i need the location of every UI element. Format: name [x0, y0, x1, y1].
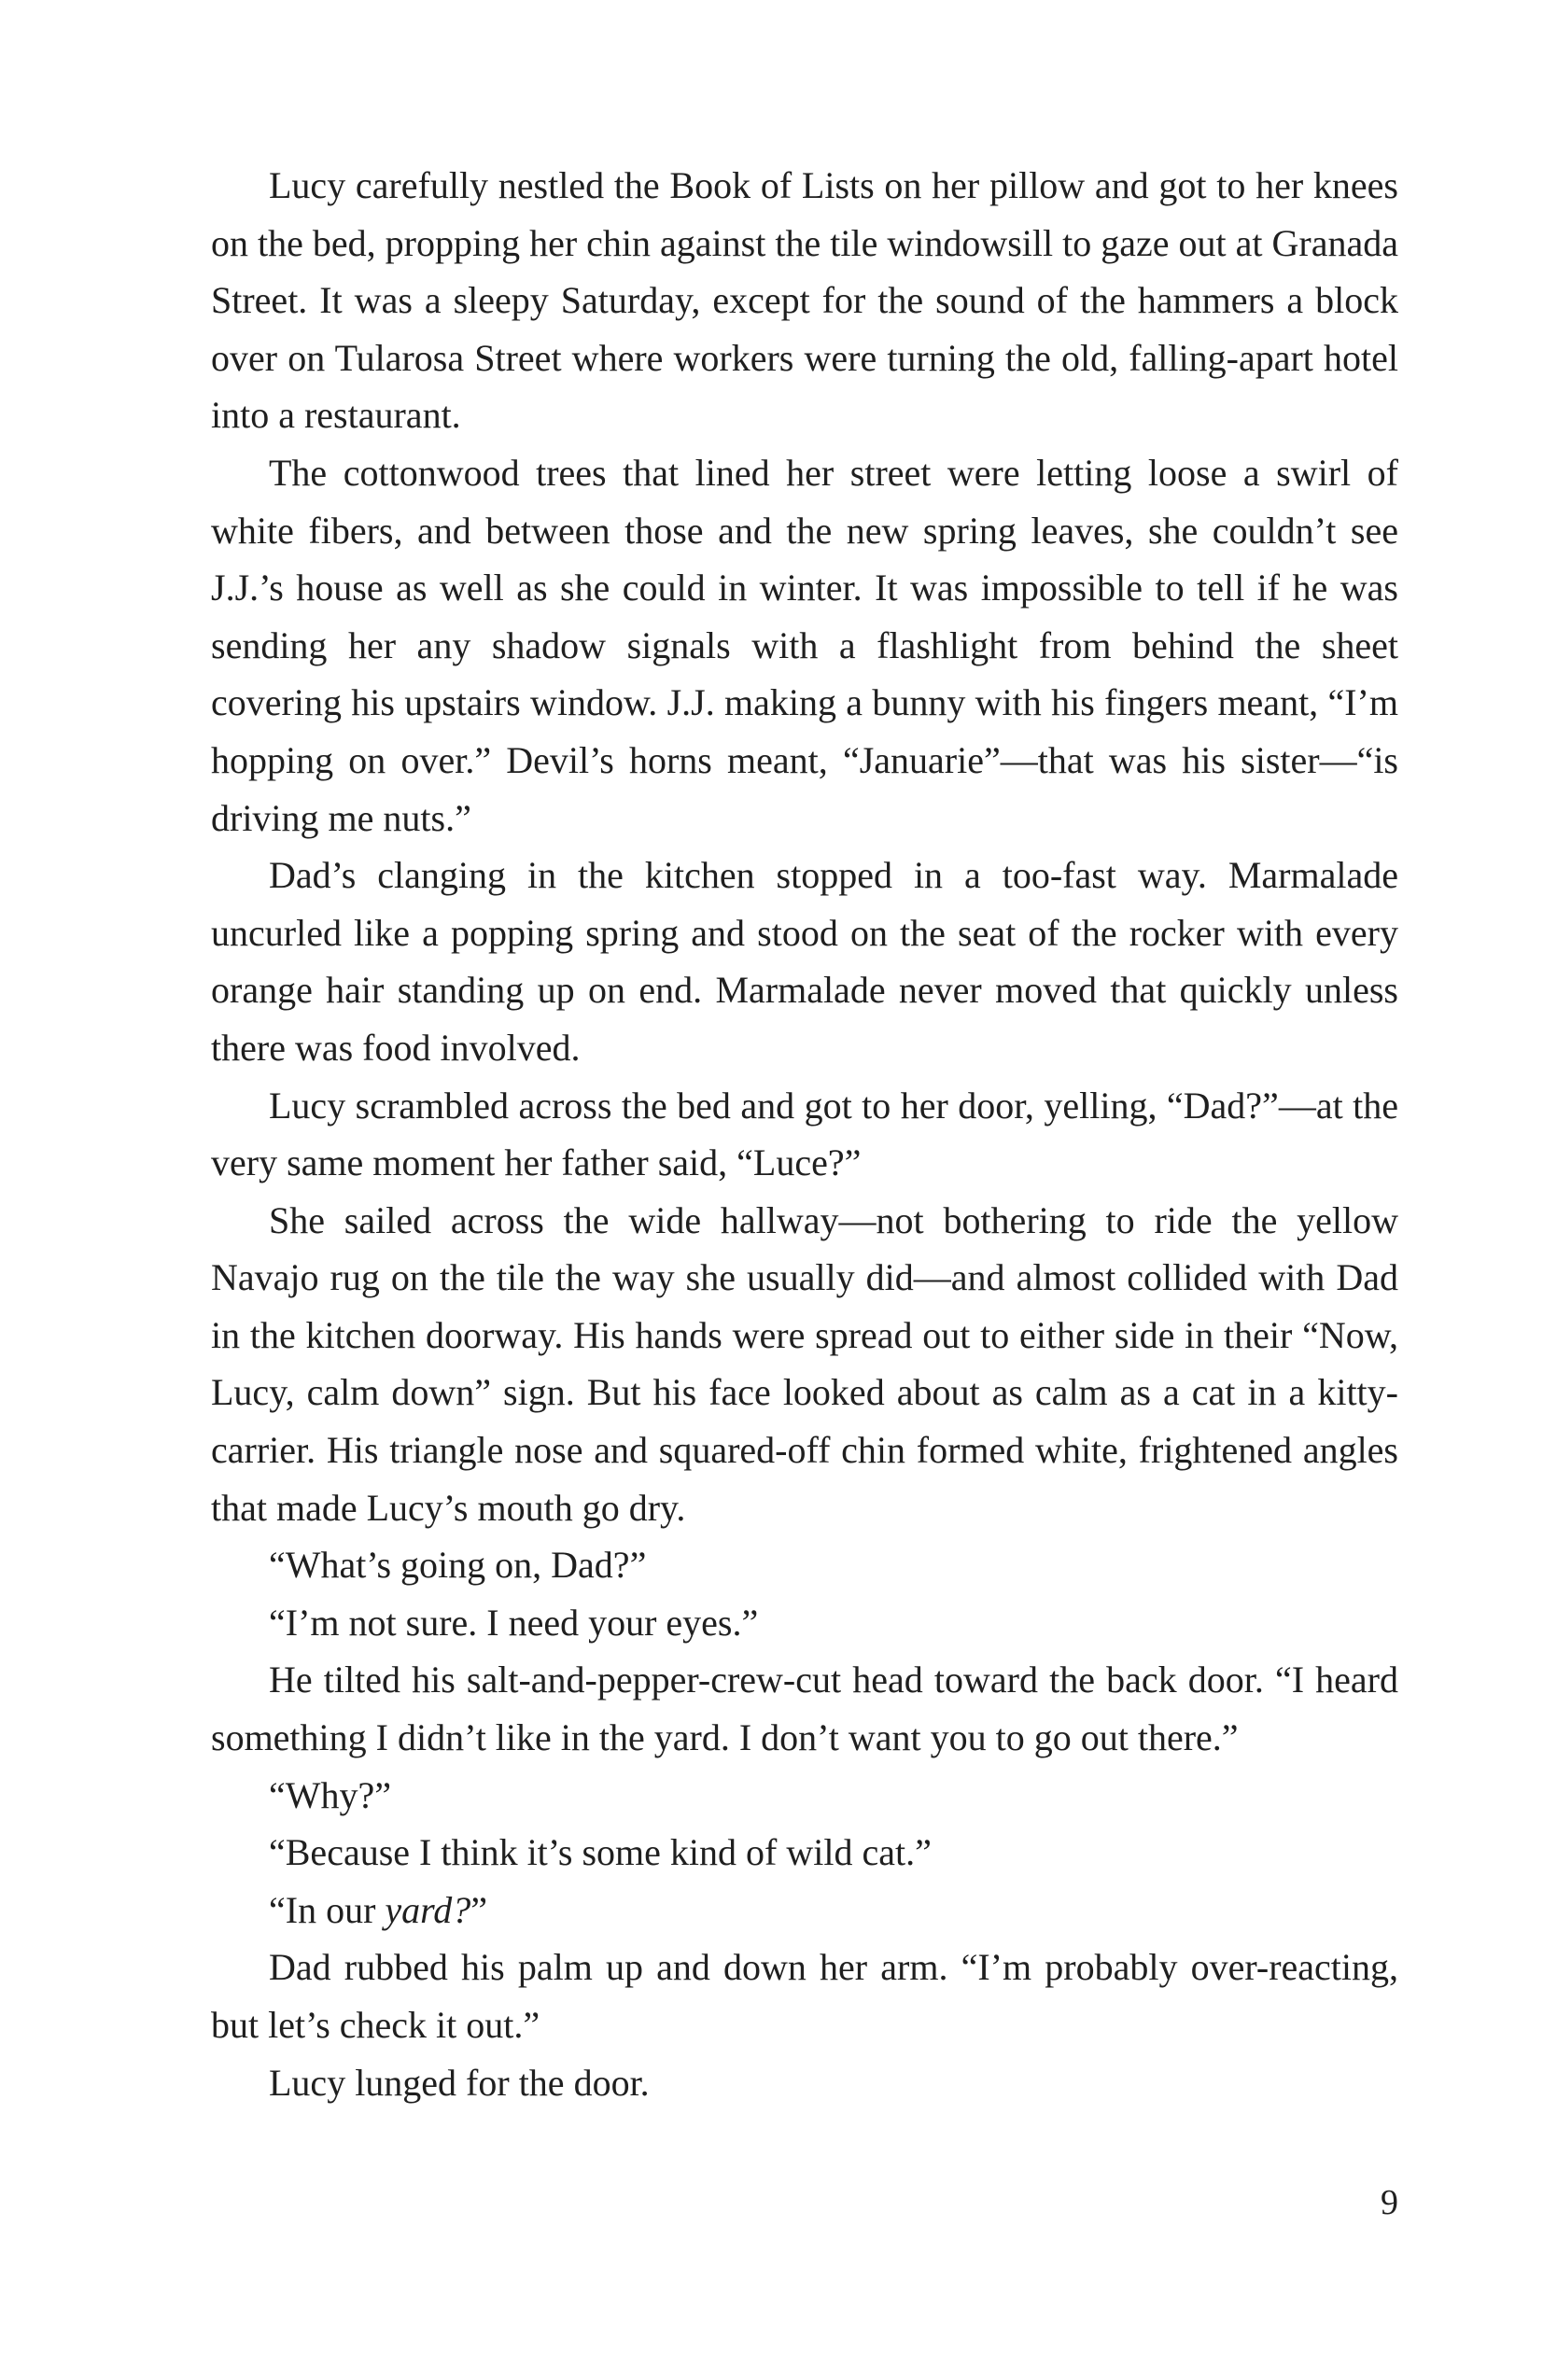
paragraph-9: “Why?”: [269, 1773, 392, 1816]
yard-line-before: “In our: [269, 1888, 386, 1931]
yard-line-italic: yard?: [385, 1888, 471, 1931]
paragraph-2: The cottonwood trees that lined her street were letting loose a swirl of white fibers, and between those and the new spring leaves, she couldn’t see J.J.’s house as well as she could in winter. It was impossible to tell if he was sending her any shadow signals with a flashlight from behind the sheet covering his upstairs window. J.J. making a bunny with his fingers meant, “I’m hopping on over.” Devil’s horns meant, “Januarie”—that was his sister—“is driving me nuts.”: [211, 451, 1398, 839]
page-number: 9: [1381, 2183, 1398, 2222]
paragraph-1: Lucy carefully nestled the Book of Lists on her pillow and got to her knees on the bed, propping her chin against the tile windowsill to gaze out at Granada Street. It was a sleepy Saturday, except for the sound of the hammers a block over on Tularosa Street where workers were turning the old, falling-apart hotel into a restaurant.: [211, 164, 1398, 437]
paragraph-11: [211, 1882, 1398, 1939]
paragraph-5: She sailed across the wide hallway—not bothering to ride the yellow Navajo rug on the tile the way she usually did—and almost collided with Dad in the kitchen doorway. His hands were spread out to either side in their “Now, Lucy, calm down” sign. But his face looked about as calm as a cat in a kitty-carrier. His triangle nose and squared-off chin formed white, frightened angles that made Lucy’s mouth go dry.: [211, 1198, 1398, 1529]
paragraph-13: Lucy lunged for the door.: [269, 2061, 650, 2104]
paragraph-10: “Because I think it’s some kind of wild cat.”: [269, 1831, 932, 1874]
paragraph-4: Lucy scrambled across the bed and got to her door, yelling, “Dad?”—at the very same moment her father said, “Luce?”: [211, 1084, 1398, 1184]
paragraph-12: Dad rubbed his palm up and down her arm. “I’m probably over-reacting, but let’s check it out.”: [211, 1946, 1398, 2046]
paragraph-3: Dad’s clanging in the kitchen stopped in a too-fast way. Marmalade uncurled like a popping spring and stood on the seat of the rocker with every orange hair standing up on end. Marmalade never moved that quickly unless there was food involved.: [211, 854, 1398, 1069]
body-text: [211, 157, 1398, 2111]
paragraph-7: “I’m not sure. I need your eyes.”: [269, 1601, 759, 1644]
paragraph-8: He tilted his salt-and-pepper-crew-cut head toward the back door. “I heard something I didn’t like in the yard. I don’t want you to go out there.”: [211, 1659, 1398, 1759]
paragraph-6: “What’s going on, Dad?”: [269, 1544, 647, 1587]
yard-line-after: ”: [470, 1888, 488, 1931]
